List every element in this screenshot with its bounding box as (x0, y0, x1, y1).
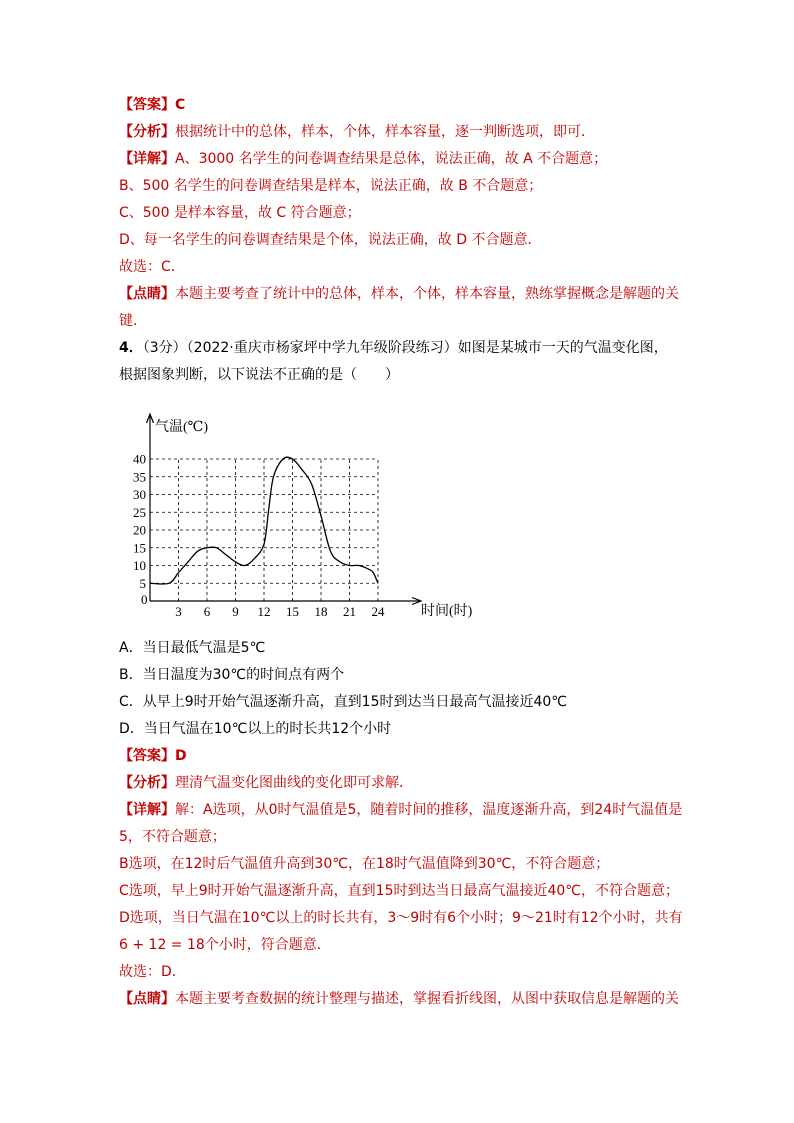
answer-value: C (175, 97, 186, 113)
x-tick-label: 9 (232, 604, 239, 619)
y-tick-label: 25 (133, 504, 146, 520)
option-d: D．当日气温在10℃以上的时长共12个小时 (119, 721, 392, 737)
y-axis-label: 气温(℃) (155, 420, 208, 435)
x-tick-label: 6 (203, 604, 211, 619)
question-number: 4． (119, 340, 143, 356)
y-tick-label: 40 (133, 451, 146, 467)
q3-analysis (119, 122, 595, 142)
analysis-text: 理清气温变化图曲线的变化即可求解． (175, 775, 413, 791)
answer-label: 【答案】 (119, 748, 175, 764)
temperature-line-chart (115, 405, 495, 620)
option-a: A．当日最低气温是5℃ (119, 640, 266, 656)
q3-select: 故选：C． (119, 259, 185, 275)
q3-detail-line-4: D、每一名学生的问卷调查结果是个体，说法正确，故 D 不合题意． (119, 232, 542, 248)
origin-label: 0 (141, 592, 148, 607)
q3-detail-line-2: B、500 名学生的问卷调查结果是样本，说法正确，故 B 不合题意； (119, 178, 543, 194)
y-tick-label: 15 (133, 540, 146, 556)
q4-answer (119, 746, 187, 766)
q4-detail-line-5: D选项，当日气温在10℃以上的时长共有，3～9时有6个小时；9～21时有12个小时，共有 (119, 910, 683, 926)
x-tick-label: 15 (286, 604, 299, 619)
option-c: C．从早上9时开始气温逐渐升高，直到15时到达当日最高气温接近40℃ (119, 694, 568, 710)
y-tick-label: 30 (133, 487, 146, 502)
x-tick-label: 21 (343, 604, 356, 619)
chart-grid (150, 459, 378, 601)
comment-text: 本题主要考查了统计中的总体，样本，个体，样本容量，熟练掌握概念是解题的关 (175, 286, 679, 302)
question-source: （2022·重庆市杨家坪中学九年级阶段练习） (186, 340, 458, 356)
q4-analysis (119, 773, 413, 793)
comment-label: 【点睛】 (119, 991, 175, 1007)
x-axis-label: 时间(时) (421, 604, 473, 619)
detail-text: A、3000 名学生的问卷调查结果是总体，说法正确，故 A 不合题意； (175, 151, 608, 167)
question-score: （3分） (142, 340, 187, 356)
x-tick-label: 24 (371, 604, 385, 619)
comment-text: 本题主要考查数据的统计整理与描述，掌握看折线图，从图中获取信息是解题的关 (175, 991, 679, 1007)
q4-detail-line-4: C选项，早上9时开始气温逐渐升高，直到15时到达当日最高气温接近40℃，不符合题意； (119, 883, 680, 899)
q4-stem-line-1 (119, 338, 668, 358)
q4-comment (119, 989, 679, 1009)
analysis-text: 根据统计中的总体，样本，个体，样本容量，逐一判断选项，即可． (175, 124, 595, 140)
q3-answer (119, 95, 185, 115)
question-stem: 如图是某城市一天的气温变化图， (457, 340, 668, 356)
comment-label: 【点睛】 (119, 286, 175, 302)
q3-detail-line-3: C、500 是样本容量，故 C 符合题意； (119, 205, 361, 221)
q4-stem-line-2: 根据图象判断，以下说法不正确的是（ ） (119, 367, 399, 383)
answer-value: D (175, 748, 187, 764)
y-tick-label: 20 (133, 522, 146, 538)
q4-detail-line-3: B选项，在12时后气温值升高到30℃，在18时气温值降到30℃，不符合题意； (119, 856, 610, 872)
y-tick-label: 10 (133, 558, 146, 573)
detail-text: 解：A选项，从0时气温值是5，随着时间的推移，温度逐渐升高，到24时气温值是 (175, 802, 683, 818)
y-tick-label: 5 (139, 575, 146, 591)
x-tick-label: 3 (175, 604, 182, 619)
chart-axes (147, 414, 422, 605)
q4-detail-line-6: 6 + 12 = 18个小时，符合题意． (119, 937, 331, 953)
answer-label: 【答案】 (119, 97, 175, 113)
q4-detail-line-1 (119, 800, 682, 820)
q3-comment-line-2: 键． (119, 313, 147, 329)
q3-comment-line-1 (119, 284, 679, 304)
q3-detail-line-1 (119, 149, 607, 169)
q4-select: 故选：D． (119, 964, 186, 980)
y-tick-label: 35 (133, 469, 146, 485)
detail-label: 【详解】 (119, 151, 175, 167)
x-tick-label: 18 (314, 604, 328, 619)
detail-label: 【详解】 (119, 802, 175, 818)
q4-detail-line-2: 5，不符合题意； (119, 829, 226, 845)
analysis-label: 【分析】 (119, 124, 175, 140)
option-b: B．当日温度为30℃的时间点有两个 (119, 667, 345, 683)
analysis-label: 【分析】 (119, 775, 175, 791)
x-tick-label: 12 (257, 604, 271, 619)
